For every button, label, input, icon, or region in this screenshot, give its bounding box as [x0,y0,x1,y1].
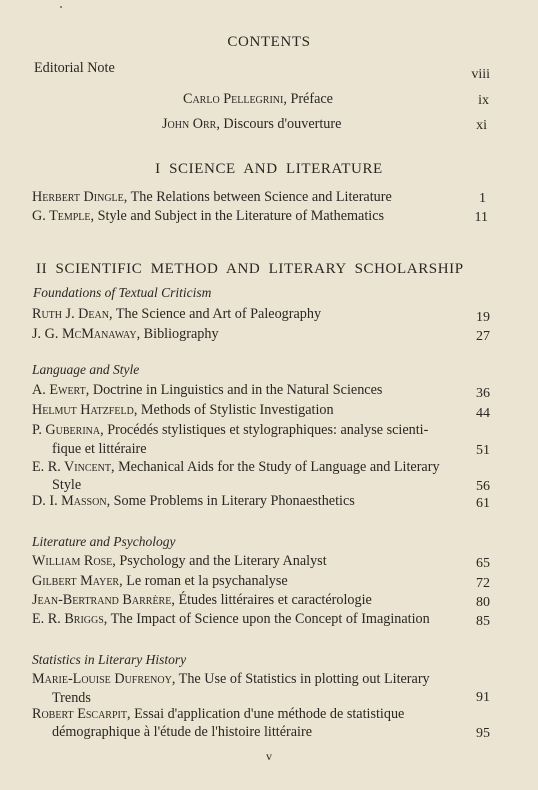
entry-title: , The Relations between Science and Literature [123,189,392,205]
entry-title: , Style and Subject in the Literature of Mathematics [90,208,385,224]
page-number: 72 [476,576,490,591]
entry-continuation: démographique à l'étude de l'histoire littéraire [52,724,312,740]
toc-entry [32,671,430,688]
page-title: CONTENTS [227,34,311,50]
entry-title: , The Impact of Science upon the Concept of Imagination [103,611,430,627]
part-heading: I SCIENCE AND LITERATURE [155,161,383,177]
toc-entry [32,592,372,609]
entry-title: , Doctrine in Linguistics and in the Natural Sciences [85,382,383,398]
toc-entry [32,189,392,206]
toc-entry [32,493,355,510]
page-number: 61 [476,496,490,511]
section-title: Language and Style [32,362,140,377]
toc-entry [32,326,219,343]
page-number: 11 [474,210,488,225]
page-number: 51 [476,443,490,458]
page-number: 36 [476,386,490,401]
author-name: E. R. Vincent [32,459,111,475]
page-number: 56 [476,479,490,494]
entry-title: , Préface [283,91,333,107]
author-name: A. Ewert [32,382,86,398]
author-name: John Orr [162,116,217,132]
author-name: Robert Escarpit [32,706,127,722]
entry-title: , Methods of Stylistic Investigation [133,402,334,418]
author-name: Helmut Hatzfeld [32,402,134,418]
page-number: 85 [476,614,490,629]
folio: v [266,749,272,763]
section-title: Foundations of Textual Criticism [33,285,212,300]
toc-entry [32,706,404,723]
entry-title: , Psychology and the Literary Analyst [112,553,327,569]
speck [60,6,62,8]
author-name: D. I. Masson [32,493,107,509]
entry-title: , Le roman et la psychanalyse [119,573,288,589]
page-number: 80 [476,595,490,610]
author-name: Jean-Bertrand Barrère [32,592,172,608]
entry-title: , Essai d'application d'une méthode de statistique [126,706,405,722]
author-name: Ruth J. Dean [32,306,109,322]
entry-title: , The Science and Art of Paleography [108,306,322,322]
entry-title: , Some Problems in Literary Phonaesthetics [106,493,355,509]
page-number: 1 [479,191,486,206]
page-number: ix [478,93,489,108]
toc-entry [32,553,327,570]
entry-title: , The Use of Statistics in plotting out Literary [171,671,430,687]
page-number: 27 [476,329,490,344]
page-number: 19 [476,310,490,325]
page-number: 95 [476,726,490,741]
section-title: Literature and Psychology [32,534,176,549]
toc-entry [32,422,428,439]
entry-continuation: Trends [52,690,91,706]
author-name: Herbert Dingle [32,189,124,205]
author-name: P. Guberina [32,422,101,438]
toc-entry [32,611,430,628]
author-name: E. R. Briggs [32,611,104,627]
toc-entry [32,306,321,323]
author-name: G. Temple [32,208,91,224]
toc-entry [32,402,334,419]
toc-entry [32,208,384,225]
toc-entry [32,459,440,476]
toc-entry [183,91,333,108]
page-number: 65 [476,556,490,571]
author-name: William Rose [32,553,113,569]
page-number: xi [476,118,487,133]
page-number: viii [471,67,490,82]
editorial-note: Editorial Note [34,60,115,76]
author-name: J. G. McManaway [32,326,137,342]
toc-entry [32,382,382,399]
page-number: 44 [476,406,490,421]
entry-title: , Procédés stylistiques et stylographiques: analyse scienti- [100,422,429,438]
author-name: Carlo Pellegrini [183,91,284,107]
toc-entry [32,573,288,590]
author-name: Marie-Louise Dufrenoy [32,671,172,687]
author-name: Gilbert Mayer [32,573,120,589]
entry-continuation: fique et littéraire [52,441,147,457]
page-number: 91 [476,690,490,705]
entry-title: , Discours d'ouverture [216,116,342,132]
part-heading: II SCIENTIFIC METHOD AND LITERARY SCHOLARSHIP [36,261,464,277]
entry-title: , Études littéraires et caractérologie [171,592,372,608]
entry-title: , Mechanical Aids for the Study of Language and Literary [110,459,440,475]
section-title: Statistics in Literary History [32,652,187,667]
entry-title: , Bibliography [136,326,219,342]
entry-continuation: Style [52,477,82,493]
toc-entry [162,116,341,133]
